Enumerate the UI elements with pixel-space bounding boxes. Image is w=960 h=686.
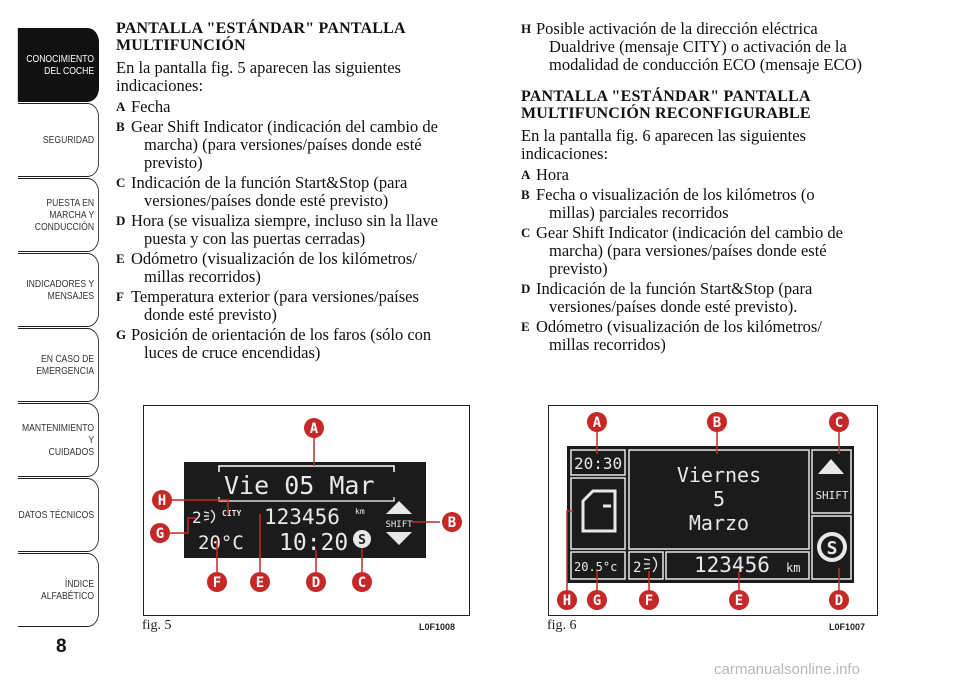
callout-marker <box>250 572 270 592</box>
right-column <box>521 20 911 356</box>
indication-text: donde esté previsto) <box>144 305 277 324</box>
indication-text: previsto) <box>549 259 608 278</box>
figure-5-standard-display <box>142 405 470 633</box>
chapter-tab-label: CONDUCCIÓN <box>34 221 95 233</box>
odometer-unit: km <box>786 561 801 575</box>
page-number: 8 <box>56 636 67 657</box>
indication-text: Indicación de la función Start&Stop (para <box>536 279 813 298</box>
chapter-tab-7[interactable] <box>18 553 99 627</box>
fig5-display-illustration <box>144 406 468 614</box>
lcd-time: 10:20 <box>279 530 349 556</box>
chapter-tab-2[interactable] <box>18 178 99 252</box>
indication-letter: D <box>521 281 531 296</box>
indication-text: Odómetro (visualización de los kilómetros/ <box>131 249 417 268</box>
odometer-unit: km <box>355 507 365 516</box>
chapter-tab-1[interactable] <box>18 103 99 177</box>
svg-text:A: A <box>592 415 602 431</box>
indication-letter: D <box>116 213 126 228</box>
indication-item <box>521 20 911 74</box>
lcd-day: Viernes <box>676 463 762 487</box>
svg-text:C: C <box>834 415 844 431</box>
indication-text: marcha) (para versiones/países donde esté <box>144 135 422 154</box>
callout-marker <box>442 512 462 532</box>
chapter-tab-label: MANTENIMIENTO Y <box>21 422 95 446</box>
indication-item <box>521 186 911 222</box>
callout-marker <box>304 418 324 438</box>
figure-caption: fig. 5 <box>142 618 172 633</box>
intro-paragraph: En la pantalla fig. 6 aparecen las siguientes indicaciones: <box>521 126 806 163</box>
indication-text: Gear Shift Indicator (indicación del cambio de <box>536 223 843 242</box>
shift-label: SHIFT <box>385 520 413 530</box>
city-label: CITY <box>222 509 242 518</box>
indication-text: luces de cruce encendidas) <box>144 343 321 362</box>
indication-text: Fecha o visualización de los kilómetros (o <box>536 185 815 204</box>
lcd-month: Marzo <box>688 511 750 535</box>
svg-text:C: C <box>357 575 367 591</box>
lcd-odometer: 123456 <box>264 505 340 529</box>
chapter-tab-5[interactable] <box>18 403 99 477</box>
chapter-tab-label: ÍNDICE <box>64 578 95 590</box>
chapter-tab-label: EN CASO DE <box>40 353 95 365</box>
section-heading-standard: PANTALLA "ESTÁNDAR" PANTALLA MULTIFUNCIÓN <box>116 20 406 54</box>
svg-text:D: D <box>834 593 844 609</box>
lcd-temperature: 20°C <box>198 532 244 554</box>
indication-text: marcha) (para versiones/países donde esté <box>549 241 827 260</box>
svg-text:B: B <box>712 415 722 431</box>
indication-text: Posición de orientación de los faros (sólo con <box>131 325 432 344</box>
indication-item <box>116 288 496 324</box>
callout-marker <box>587 412 607 432</box>
chapter-tab-0[interactable] <box>18 28 99 102</box>
lcd-odometer: 123456 <box>694 553 770 577</box>
fig6-display-illustration <box>549 406 876 614</box>
indication-text: previsto) <box>144 153 203 172</box>
callout-marker <box>639 590 659 610</box>
chapter-tabs <box>0 28 99 628</box>
callout-marker <box>829 412 849 432</box>
chapter-tab-label: MENSAJES <box>47 290 95 302</box>
callout-marker <box>587 590 607 610</box>
indication-item <box>116 118 496 172</box>
shift-label: SHIFT <box>815 489 849 502</box>
indication-list-continued <box>521 20 911 74</box>
indication-text: Gear Shift Indicator (indicación del cambio de <box>131 117 438 136</box>
indication-text: Indicación de la función Start&Stop (para <box>131 173 408 192</box>
svg-text:S: S <box>358 533 366 548</box>
chapter-tab-label: CONOCIMIENTO <box>26 53 95 65</box>
indication-letter: C <box>521 225 531 240</box>
figure-caption: fig. 6 <box>547 618 577 633</box>
svg-text:H: H <box>562 593 572 609</box>
svg-text:E: E <box>734 593 744 609</box>
indication-letter: H <box>521 21 532 36</box>
indication-text: millas recorridos) <box>549 335 666 354</box>
indication-letter: E <box>521 319 530 334</box>
indication-letter: C <box>116 175 126 190</box>
indication-letter: G <box>116 327 127 342</box>
indication-text: Temperatura exterior (para versiones/países <box>131 287 419 306</box>
indication-item <box>521 280 911 316</box>
callout-marker <box>150 523 170 543</box>
svg-text:H: H <box>157 493 167 509</box>
chapter-tab-4[interactable] <box>18 328 99 402</box>
lcd-temperature: 20.5°c <box>574 560 618 574</box>
indication-text: puesta y con las puertas cerradas) <box>144 229 366 248</box>
indication-letter: F <box>116 289 124 304</box>
indication-letter: B <box>116 119 125 134</box>
svg-text:S: S <box>826 538 838 559</box>
indication-text: millas recorridos) <box>144 267 261 286</box>
headlight-level: 2 <box>192 508 202 527</box>
watermark-text: carmanualsonline.info <box>714 661 860 678</box>
indication-text: Odómetro (visualización de los kilómetros/ <box>536 317 822 336</box>
section-heading-reconfigurable: PANTALLA "ESTÁNDAR" PANTALLA MULTIFUNCIÓN RECONFIGURABLE <box>521 88 811 122</box>
callout-marker <box>207 572 227 592</box>
svg-text:F: F <box>644 593 654 609</box>
chapter-tab-label: MARCHA Y <box>49 209 95 221</box>
chapter-tab-label: SEGURIDAD <box>42 134 95 146</box>
indication-list <box>521 166 911 354</box>
indication-text: Hora (se visualiza siempre, incluso sin la llave <box>131 211 438 230</box>
indication-item <box>521 318 911 354</box>
indication-text: Dualdrive (mensaje CITY) o activación de la <box>549 37 847 56</box>
indication-letter: B <box>521 187 530 202</box>
chapter-tab-3[interactable] <box>18 253 99 327</box>
svg-text:A: A <box>309 421 319 437</box>
left-column <box>116 20 496 364</box>
svg-text:G: G <box>155 526 165 542</box>
lcd-date: Vie 05 Mar <box>224 471 375 500</box>
indication-item <box>116 98 496 116</box>
indication-text: millas) parciales recorridos <box>549 203 729 222</box>
chapter-tab-label: ALFABÉTICO <box>40 590 95 602</box>
svg-text:E: E <box>255 575 265 591</box>
indication-text: Hora <box>536 165 569 184</box>
figure-6-reconfigurable-display <box>547 405 878 633</box>
indication-item <box>116 250 496 286</box>
callout-marker <box>152 490 172 510</box>
indication-letter: A <box>116 99 126 114</box>
indication-item <box>521 166 911 184</box>
callout-marker <box>707 412 727 432</box>
chapter-tab-label: EMERGENCIA <box>36 365 95 377</box>
indication-letter: E <box>116 251 125 266</box>
svg-text:G: G <box>592 593 602 609</box>
indication-item <box>116 212 496 248</box>
indication-item <box>116 326 496 362</box>
svg-text:D: D <box>311 575 321 591</box>
chapter-tab-label: DATOS TÉCNICOS <box>18 509 95 521</box>
svg-text:F: F <box>212 575 222 591</box>
callout-marker <box>729 590 749 610</box>
chapter-tab-label: CUIDADOS <box>48 446 95 458</box>
indication-text: versiones/países donde esté previsto) <box>144 191 389 210</box>
chapter-tab-label: PUESTA EN <box>46 197 95 209</box>
figure-code: L0F1007 <box>829 622 866 632</box>
chapter-tab-6[interactable] <box>18 478 99 552</box>
indication-text: Fecha <box>131 97 171 116</box>
indication-text: modalidad de conducción ECO (mensaje ECO) <box>549 55 862 74</box>
callout-marker <box>306 572 326 592</box>
figure-code: L0F1008 <box>419 622 456 632</box>
chapter-tab-label: DEL COCHE <box>44 65 95 77</box>
indication-letter: A <box>521 167 531 182</box>
indication-text: Posible activación de la dirección eléctrica <box>536 19 818 38</box>
callout-marker <box>829 590 849 610</box>
indication-list <box>116 98 496 362</box>
intro-paragraph: En la pantalla fig. 5 aparecen las siguientes indicaciones: <box>116 58 401 95</box>
chapter-tab-label: INDICADORES Y <box>26 278 95 290</box>
callout-marker <box>352 572 372 592</box>
indication-text: versiones/países donde esté previsto). <box>549 297 798 316</box>
lcd-date-number: 5 <box>712 487 726 511</box>
headlight-level: 2 <box>633 560 642 576</box>
indication-item <box>116 174 496 210</box>
svg-text:B: B <box>447 515 457 531</box>
lcd-time: 20:30 <box>574 454 623 473</box>
indication-item <box>521 224 911 278</box>
callout-marker <box>557 590 577 610</box>
